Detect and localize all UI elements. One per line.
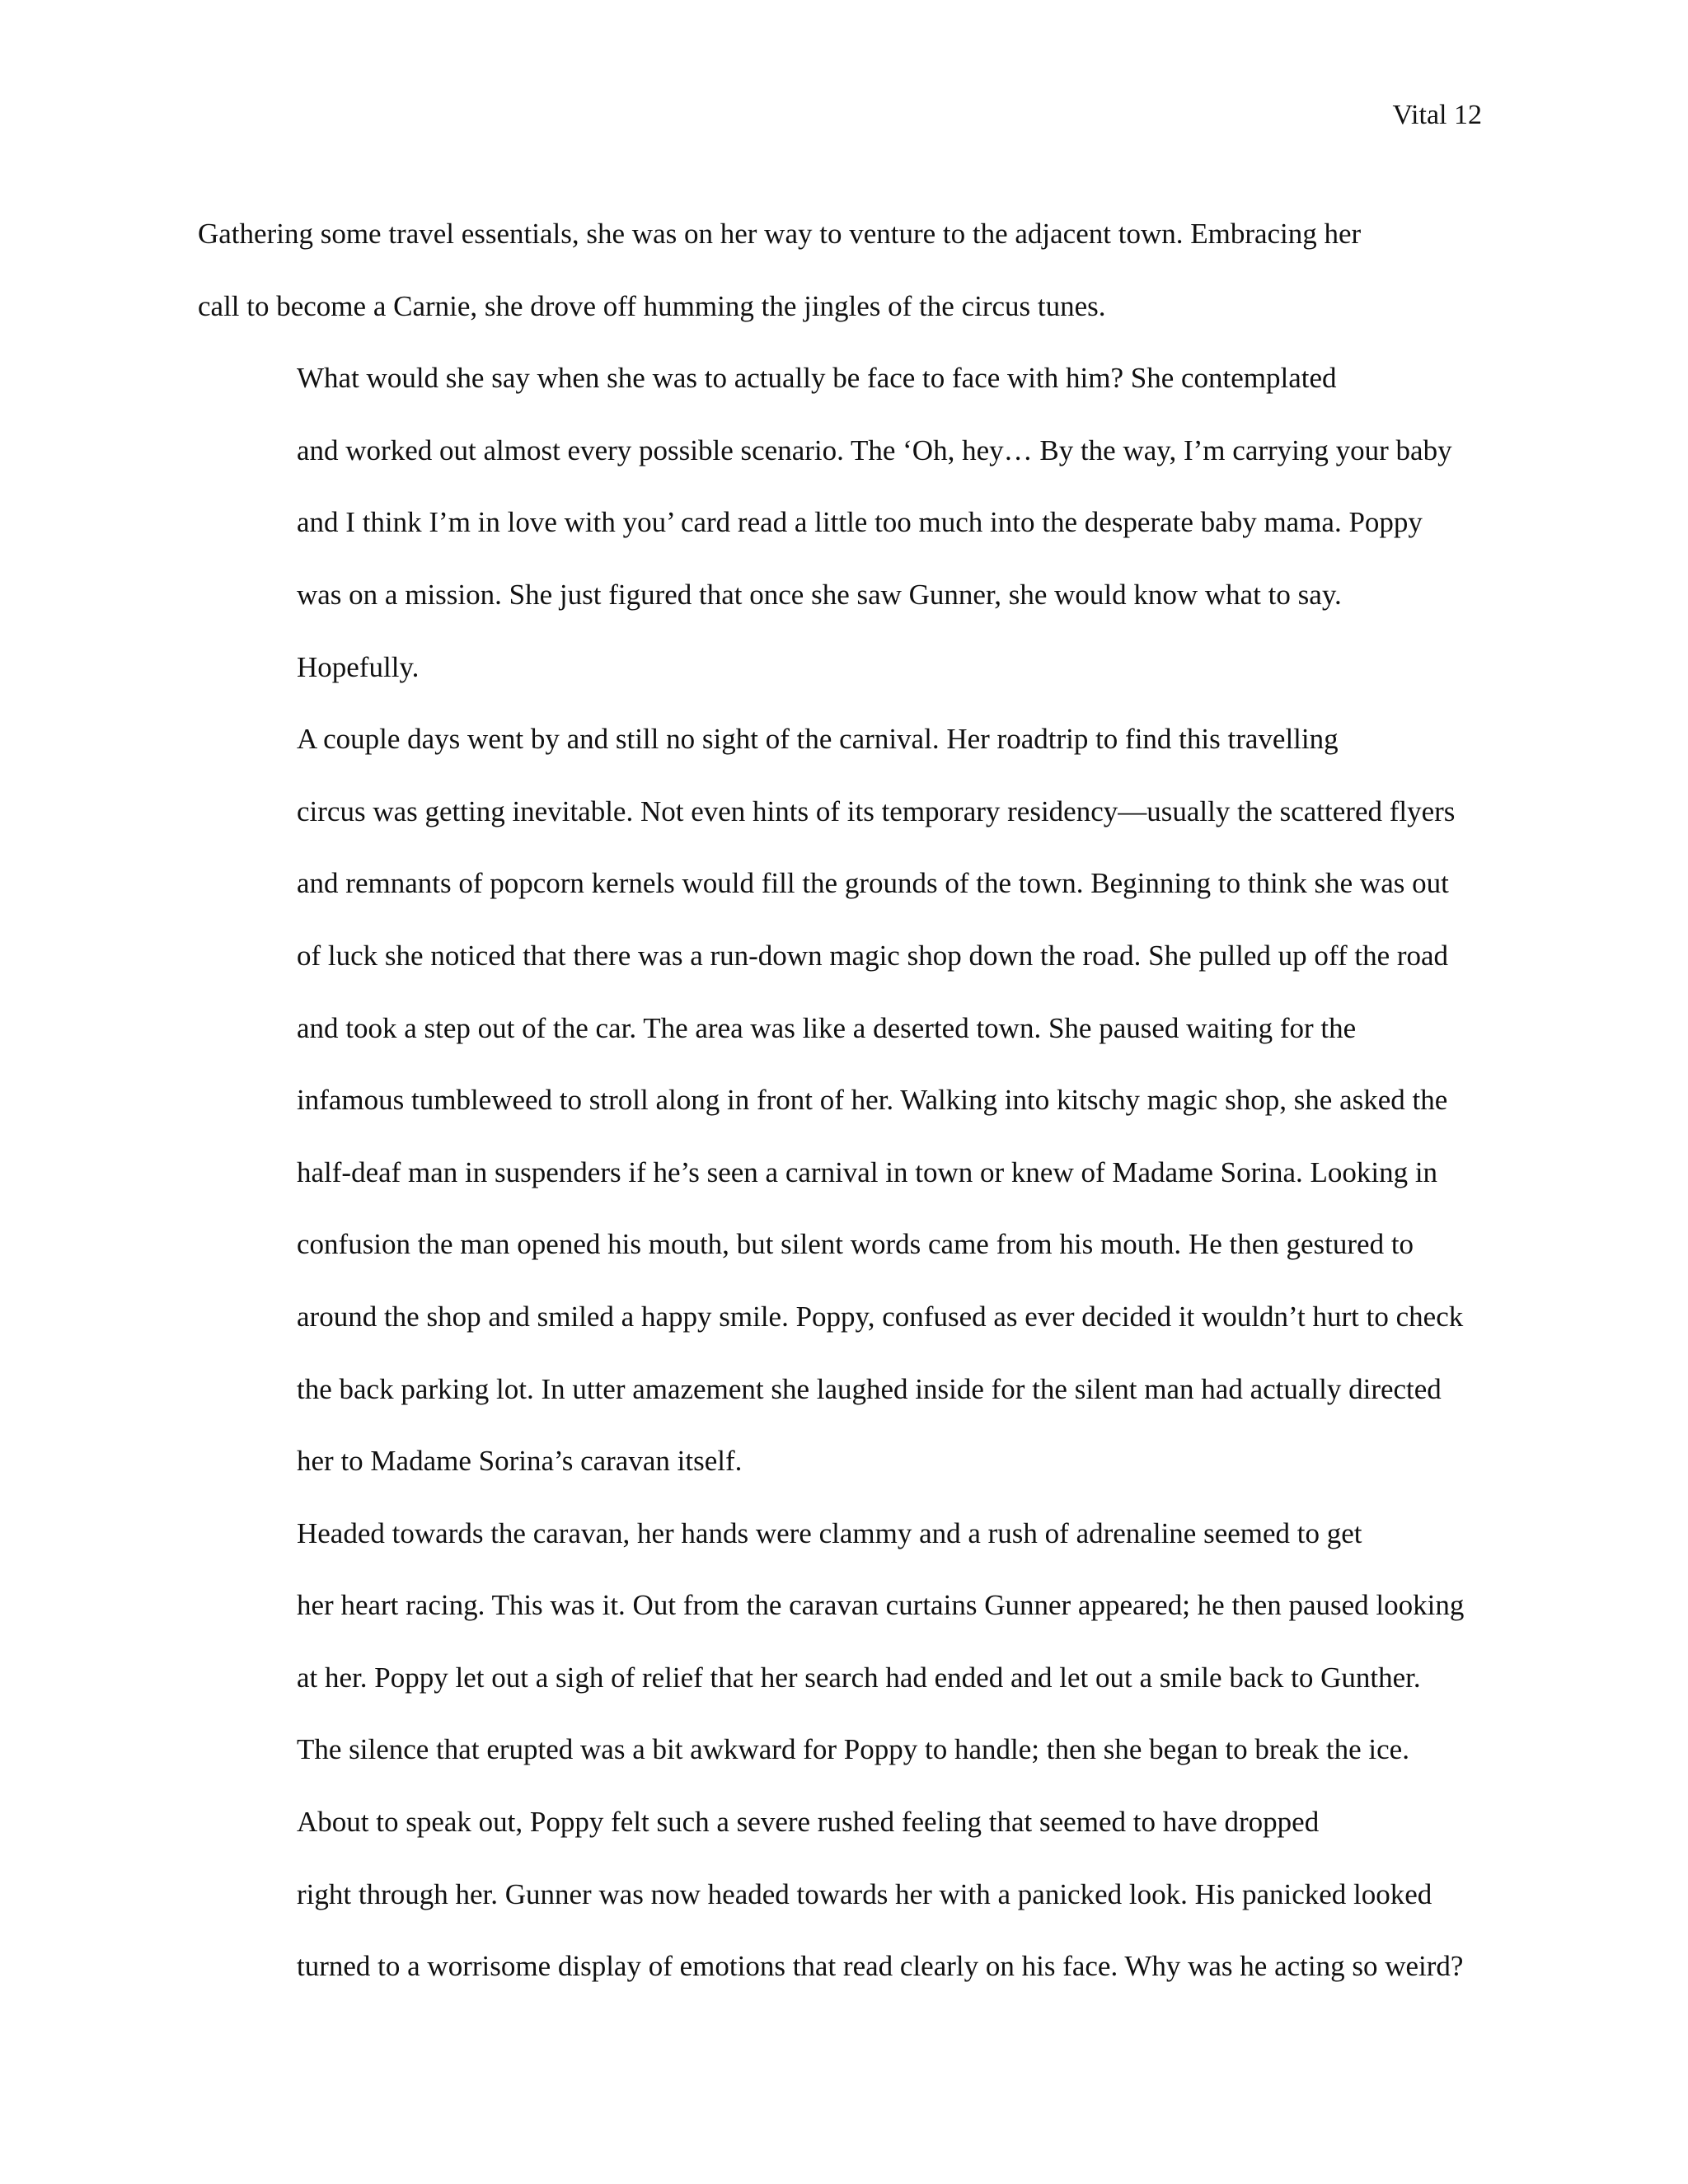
- text-line: and remnants of popcorn kernels would fill the grounds of the town. Beginning to think she was out: [297, 867, 1449, 900]
- text-line: and I think I’m in love with you’ card read a little too much into the desperate baby mama. Poppy: [297, 506, 1423, 539]
- text-line: A couple days went by and still no sight of the carnival. Her roadtrip to find this travelling: [297, 723, 1339, 756]
- text-line: Headed towards the caravan, her hands were clammy and a rush of adrenaline seemed to get: [297, 1516, 1362, 1549]
- text-line: and took a step out of the car. The area was like a deserted town. She paused waiting for the: [297, 1011, 1357, 1044]
- text-line: circus was getting inevitable. Not even hints of its temporary residency—usually the scattered flyers: [297, 794, 1456, 827]
- paragraph: [198, 703, 1490, 1497]
- text-line: infamous tumbleweed to stroll along in front of her. Walking into kitschy magic shop, she asked the: [297, 1084, 1448, 1117]
- text-line: call to become a Carnie, she drove off humming the jingles of the circus tunes.: [198, 289, 1106, 322]
- text-line: What would she say when she was to actually be face to face with him? She contemplated: [297, 362, 1337, 395]
- text-line: right through her. Gunner was now headed towards her with a panicked look. His panicked looked: [297, 1877, 1432, 1910]
- text-line: About to speak out, Poppy felt such a severe rushed feeling that seemed to have dropped: [297, 1806, 1320, 1839]
- paragraph: [198, 1786, 1490, 2003]
- text-line: at her. Poppy let out a sigh of relief that her search had ended and let out a smile back to Gunther.: [297, 1661, 1421, 1694]
- text-line: Hopefully.: [297, 650, 420, 683]
- paragraph: [198, 198, 1490, 342]
- text-line: was on a mission. She just figured that once she saw Gunner, she would know what to say.: [297, 578, 1342, 611]
- paragraph: [198, 342, 1490, 703]
- running-head: Vital 12: [1392, 100, 1482, 130]
- text-line: her to Madame Sorina’s caravan itself.: [297, 1445, 743, 1478]
- text-line: Gathering some travel essentials, she was on her way to venture to the adjacent town. Embracing her: [198, 218, 1362, 250]
- text-line: her heart racing. This was it. Out from the caravan curtains Gunner appeared; he then paused looking: [297, 1589, 1465, 1622]
- text-line: the back parking lot. In utter amazement she laughed inside for the silent man had actually directed: [297, 1372, 1442, 1405]
- text-line: around the shop and smiled a happy smile. Poppy, confused as ever decided it wouldn’t hurt to check: [297, 1300, 1464, 1333]
- text-line: half-deaf man in suspenders if he’s seen a carnival in town or knew of Madame Sorina. Looking in: [297, 1155, 1438, 1188]
- paragraph: [198, 1497, 1490, 1786]
- body-text: [198, 198, 1490, 2003]
- text-line: of luck she noticed that there was a run-down magic shop down the road. She pulled up off the road: [297, 939, 1449, 972]
- text-line: confusion the man opened his mouth, but silent words came from his mouth. He then gestured to: [297, 1228, 1414, 1261]
- text-line: The silence that erupted was a bit awkward for Poppy to handle; then she began to break the ice.: [297, 1733, 1409, 1766]
- text-line: turned to a worrisome display of emotions that read clearly on his face. Why was he acting so weird?: [297, 1950, 1464, 1983]
- text-line: and worked out almost every possible scenario. The ‘Oh, hey… By the way, I’m carrying your baby: [297, 434, 1452, 466]
